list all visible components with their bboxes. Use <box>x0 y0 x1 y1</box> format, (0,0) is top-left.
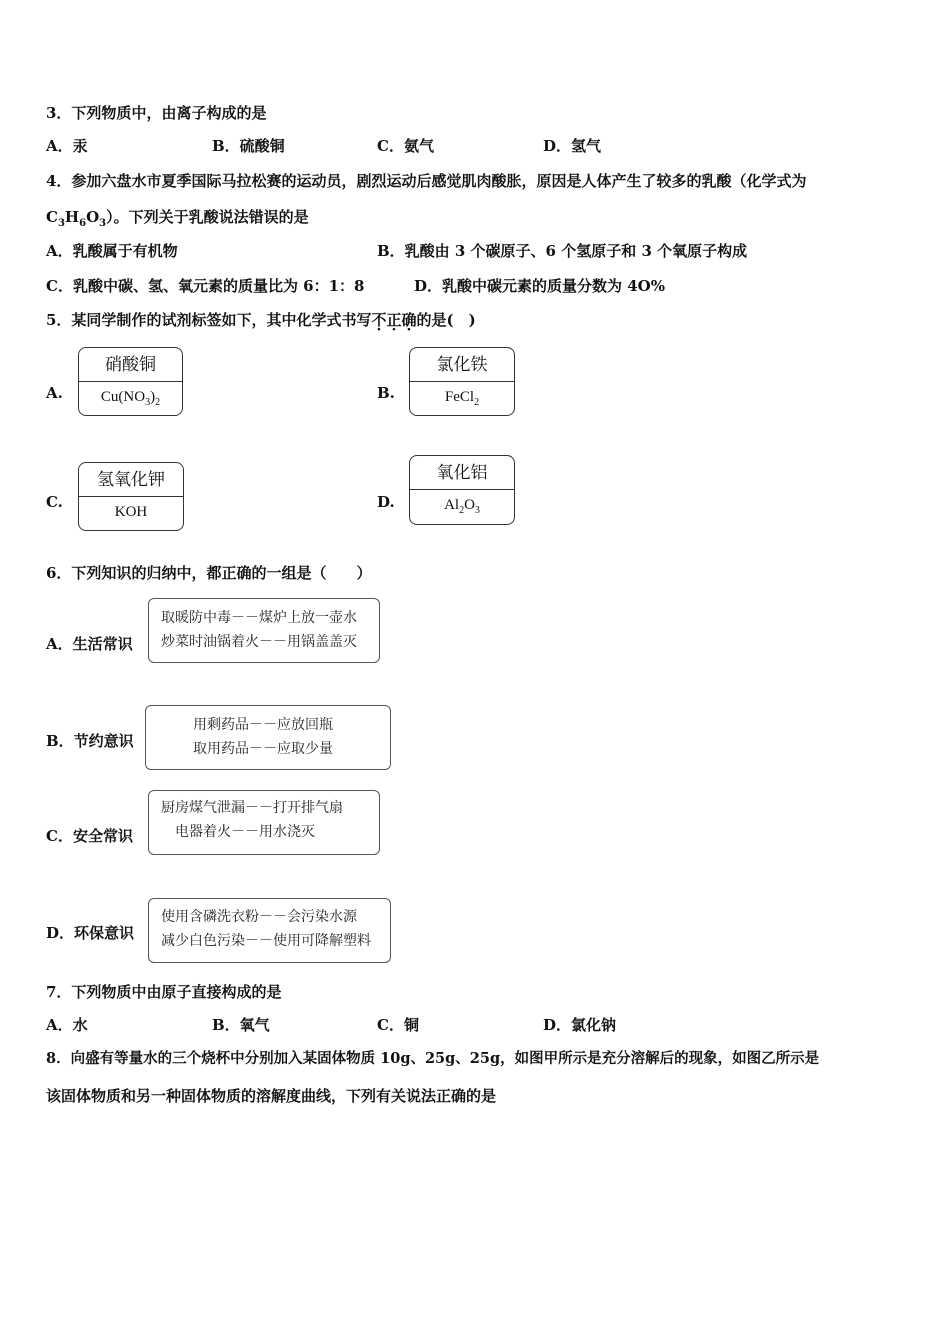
q5-option-a-letter: A. <box>46 384 63 402</box>
q6-stem: 6．下列知识的归纳中，都正确的一组是（ ） <box>46 564 372 582</box>
reagent-formula: KOH <box>114 504 148 520</box>
q6-option-b-label: B．节约意识 <box>46 732 134 750</box>
reagent-name: 硝酸铜 <box>79 348 182 382</box>
q8-stem-line1: 8．向盛有等量水的三个烧杯中分别加入某固体物质 10g、25g、25g，如图甲所示是充分溶解后的现象，如图乙所示是 <box>46 1050 820 1067</box>
knowledge-line: 取用药品－－应取少量 <box>193 741 333 757</box>
knowledge-line: 取暖防中毒－－煤炉上放一壶水 <box>161 610 357 626</box>
q6-option-d-label: D．环保意识 <box>46 924 135 942</box>
q4-option-c: C．乳酸中碳、氢、氧元素的质量比为 6：1：8 <box>46 277 365 295</box>
knowledge-line: 炒菜时油锅着火－－用锅盖盖灭 <box>161 634 357 650</box>
q7-option-c: C．铜 <box>377 1016 419 1034</box>
reagent-name: 氧化铝 <box>410 456 514 490</box>
knowledge-box-d <box>148 898 391 963</box>
emphasis-dot-char: 不 <box>371 311 387 329</box>
q3-option-c: C．氨气 <box>377 137 434 155</box>
reagent-formula: $Cu(NO_3)_2$ <box>100 389 161 408</box>
q7-option-d: D．氯化钠 <box>543 1016 617 1034</box>
knowledge-line: 使用含磷洗衣粉－－会污染水源 <box>161 909 357 925</box>
q5-option-c-letter: C. <box>46 493 63 511</box>
q3-option-a: A．汞 <box>46 137 88 155</box>
knowledge-box-c <box>148 790 380 855</box>
knowledge-line: 减少白色污染－－使用可降解塑料 <box>161 933 371 949</box>
q4-option-a: A．乳酸属于有机物 <box>46 242 178 260</box>
knowledge-box-a <box>148 598 380 663</box>
reagent-label-b <box>409 347 515 416</box>
reagent-label-d <box>409 455 515 525</box>
q7-option-b: B．氧气 <box>212 1016 270 1034</box>
q4-stem-line2: $C_3H_6O_3$）。下列关于乳酸说法错误的是 <box>46 208 309 229</box>
q4-option-b: B．乳酸由 3 个碳原子、6 个氢原子和 3 个氧原子构成 <box>377 242 748 260</box>
q4-option-d: D．乳酸中碳元素的质量分数为 4O% <box>414 277 665 295</box>
q6-option-c-label: C．安全常识 <box>46 827 133 845</box>
q3-stem: 3．下列物质中，由离子构成的是 <box>46 104 267 122</box>
reagent-formula: $Al_2O_3$ <box>444 497 480 516</box>
q5-stem: 5．某同学制作的试剂标签如下，其中化学式书写不正确的是( ) <box>46 311 476 329</box>
reagent-name: 氯化铁 <box>410 348 514 382</box>
reagent-label-a <box>78 347 183 416</box>
q3-option-d: D．氢气 <box>543 137 602 155</box>
knowledge-line: 用剩药品－－应放回瓶 <box>193 717 333 733</box>
q8-stem-line2: 该固体物质和另一种固体物质的溶解度曲线，下列有关说法正确的是 <box>46 1087 497 1105</box>
q7-option-a: A．水 <box>46 1016 88 1034</box>
q3-option-b: B．硫酸铜 <box>212 137 285 155</box>
q5-option-b-letter: B. <box>377 384 395 402</box>
knowledge-box-b <box>145 705 391 770</box>
q6-option-a-label: A．生活常识 <box>46 635 133 653</box>
reagent-name: 氢氧化钾 <box>79 463 183 497</box>
knowledge-line: 电器着火－－用水浇灭 <box>175 824 315 840</box>
reagent-label-c <box>78 462 184 531</box>
reagent-formula: FeCl$_2$ <box>444 389 480 408</box>
q7-stem: 7．下列物质中由原子直接构成的是 <box>46 983 282 1001</box>
q5-option-d-letter: D. <box>377 493 395 511</box>
q4-stem-line1: 4．参加六盘水市夏季国际马拉松赛的运动员，剧烈运动后感觉肌肉酸胀，原因是人体产生了较多的乳酸（化学式为 <box>46 172 807 190</box>
emphasis-dot-char: 确 <box>401 311 417 329</box>
emphasis-dot-char: 正 <box>386 311 402 329</box>
knowledge-line: 厨房煤气泄漏－－打开排气扇 <box>161 800 343 816</box>
